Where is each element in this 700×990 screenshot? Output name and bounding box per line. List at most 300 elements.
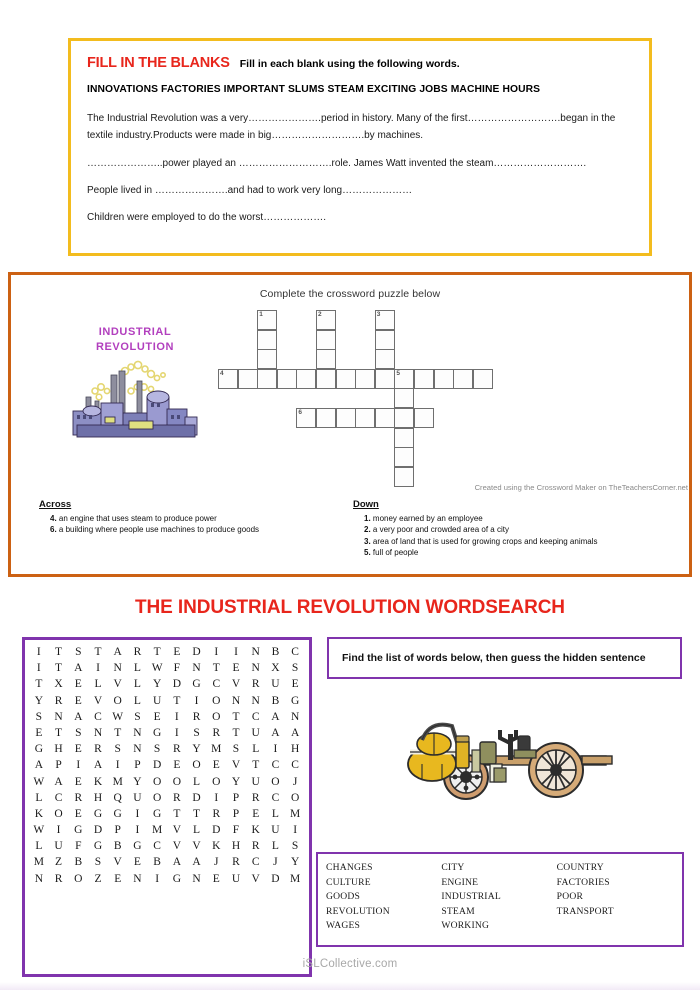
wordsearch-letter[interactable]: R xyxy=(54,694,63,707)
wordsearch-letter[interactable]: C xyxy=(153,840,161,853)
wordsearch-letter[interactable]: R xyxy=(173,791,181,804)
wordsearch-letter[interactable]: A xyxy=(113,646,122,658)
wordsearch-letter[interactable]: M xyxy=(211,743,222,756)
wordsearch-letter[interactable]: I xyxy=(115,759,120,772)
wordsearch-instruction-box xyxy=(327,637,682,679)
crossword-cell[interactable] xyxy=(355,408,375,428)
wordsearch-letter[interactable]: D xyxy=(271,872,280,885)
wordsearch-word: WORKING xyxy=(441,920,490,932)
wordsearch-letter[interactable]: Y xyxy=(152,678,162,691)
wordsearch-letter[interactable]: A xyxy=(74,710,83,723)
wordsearch-letter[interactable]: T xyxy=(232,726,240,739)
wordsearch-letter[interactable]: F xyxy=(75,840,82,853)
crossword-instruction: Complete the crossword puzzle below xyxy=(259,288,441,300)
wordsearch-letter[interactable]: S xyxy=(291,662,299,675)
wordsearch-letter[interactable]: E xyxy=(114,872,122,885)
factory-illustration xyxy=(59,325,211,447)
wordsearch-letter[interactable]: L xyxy=(35,791,43,804)
wordsearch-letter[interactable]: A xyxy=(54,775,63,788)
wordsearch-letter[interactable]: S xyxy=(114,743,121,756)
wordsearch-letter[interactable]: R xyxy=(251,678,260,691)
wordsearch-letter[interactable]: I xyxy=(56,824,61,837)
wordsearch-letter[interactable]: O xyxy=(212,710,221,723)
wordsearch-instruction: Find the list of words below, then guess the hidden sentence xyxy=(342,652,646,664)
crossword-cell[interactable] xyxy=(336,408,356,428)
wordsearch-letter[interactable]: E xyxy=(74,678,82,691)
footer-watermark: iSLCollective.com xyxy=(302,958,398,970)
wordsearch-letter[interactable]: M xyxy=(290,807,301,820)
crossword-cell-number: 3 xyxy=(376,311,381,318)
wordsearch-letter[interactable]: D xyxy=(212,824,221,837)
wordsearch-letter[interactable]: I xyxy=(36,646,41,658)
wordsearch-letter[interactable]: I xyxy=(194,694,199,707)
wordsearch-letter[interactable]: N xyxy=(34,872,43,885)
wordsearch-letter[interactable]: T xyxy=(173,694,181,707)
wordsearch-letter[interactable]: E xyxy=(173,759,181,772)
wordsearch-letter[interactable]: K xyxy=(93,775,103,788)
wordsearch-letter[interactable]: Y xyxy=(231,775,241,788)
crossword-section xyxy=(8,272,692,577)
wordsearch-letter[interactable]: S xyxy=(153,743,161,756)
wordsearch-letter[interactable]: O xyxy=(212,694,221,707)
wordsearch-word: POOR xyxy=(556,891,584,903)
wordsearch-letter[interactable]: T xyxy=(55,662,63,675)
factory-caption-line2: REVOLUTION xyxy=(95,341,175,353)
wordsearch-letter[interactable]: E xyxy=(173,646,181,658)
wordsearch-letter[interactable]: R xyxy=(212,807,221,820)
wordsearch-letter[interactable]: G xyxy=(74,824,83,837)
wordsearch-letter[interactable]: G xyxy=(93,807,103,820)
wordsearch-letter[interactable]: V xyxy=(251,872,260,885)
wordsearch-letter[interactable]: I xyxy=(135,824,140,837)
wordsearch-letter[interactable]: N xyxy=(133,872,142,885)
wordsearch-letter[interactable]: P xyxy=(232,807,240,820)
clue-text: an engine that uses steam to produce power xyxy=(58,513,217,523)
wordsearch-letter[interactable]: K xyxy=(212,840,221,853)
wordsearch-letter[interactable]: V xyxy=(172,824,181,837)
wordsearch-letter[interactable]: Y xyxy=(290,856,300,869)
wordsearch-letter[interactable]: W xyxy=(33,824,45,837)
wordsearch-grid-box[interactable] xyxy=(22,637,312,977)
wordsearch-letter[interactable]: S xyxy=(134,710,141,723)
wordsearch-letter[interactable]: P xyxy=(114,824,121,837)
wordsearch-letter[interactable]: R xyxy=(232,856,240,869)
wordsearch-letter[interactable]: R xyxy=(212,726,221,739)
across-heading: Across xyxy=(39,499,72,510)
steam-wagon-illustration xyxy=(404,712,626,812)
wordsearch-letter[interactable]: T xyxy=(114,726,122,739)
wordsearch-letter[interactable]: H xyxy=(93,791,103,804)
crossword-cell[interactable] xyxy=(414,369,434,389)
wordsearch-letter[interactable]: G xyxy=(290,694,300,707)
wordsearch-letter[interactable]: D xyxy=(152,759,162,772)
wordsearch-letter[interactable]: V xyxy=(231,759,241,772)
crossword-grid[interactable] xyxy=(218,310,518,485)
wordsearch-letter[interactable]: N xyxy=(231,694,241,707)
crossword-cell[interactable] xyxy=(394,428,414,448)
crossword-cell[interactable] xyxy=(355,369,375,389)
crossword-credit: Created using the Crossword Maker on TheTeachersCorner.net xyxy=(474,483,688,492)
wordsearch-letter[interactable]: C xyxy=(54,791,63,804)
wordsearch-letter[interactable]: N xyxy=(192,662,201,675)
wordsearch-letter[interactable]: L xyxy=(94,678,102,691)
wordsearch-letter[interactable]: V xyxy=(192,840,201,853)
wordsearch-letter[interactable]: E xyxy=(291,678,299,691)
down-clues xyxy=(353,499,683,559)
crossword-cell-5[interactable] xyxy=(394,369,414,389)
wordsearch-letter[interactable]: L xyxy=(193,775,201,788)
clue-text: full of people xyxy=(372,548,419,557)
wordsearch-letter[interactable]: Z xyxy=(55,856,63,869)
wordsearch-letter[interactable]: N xyxy=(133,743,142,756)
word-column-2 xyxy=(441,861,556,945)
wordsearch-word: INDUSTRIAL xyxy=(441,891,501,903)
crossword-cell[interactable] xyxy=(238,369,258,389)
clue-text: a very poor and crowded area of a city xyxy=(372,525,509,534)
crossword-cell-1[interactable] xyxy=(257,310,277,330)
wordsearch-letter[interactable]: T xyxy=(193,807,201,820)
wordsearch-title: THE INDUSTRIAL REVOLUTION WORDSEARCH xyxy=(135,597,565,618)
wordsearch-letter[interactable]: T xyxy=(153,646,161,658)
wordsearch-letter[interactable]: L xyxy=(193,824,201,837)
wordsearch-letter[interactable]: A xyxy=(172,856,181,869)
wordsearch-letter[interactable]: I xyxy=(293,824,298,837)
wordsearch-letter[interactable]: B xyxy=(153,856,161,869)
crossword-cell[interactable] xyxy=(434,369,454,389)
crossword-cell[interactable] xyxy=(257,330,277,350)
crossword-cell[interactable] xyxy=(257,349,277,369)
wordsearch-letter[interactable]: L xyxy=(271,807,279,820)
wordsearch-letter[interactable]: A xyxy=(192,856,201,869)
crossword-cell-4[interactable] xyxy=(218,369,238,389)
wordsearch-letter[interactable]: U xyxy=(152,694,162,707)
crossword-cell[interactable] xyxy=(316,330,336,350)
wordsearch-letter[interactable]: M xyxy=(112,775,123,788)
across-clue-4 xyxy=(39,513,339,525)
wordsearch-letter[interactable]: D xyxy=(93,824,103,837)
wordsearch-letter[interactable]: V xyxy=(172,840,181,853)
wordsearch-letter[interactable]: I xyxy=(174,710,179,723)
wordsearch-letter[interactable]: P xyxy=(232,791,240,804)
wordsearch-letter[interactable]: G xyxy=(152,726,162,739)
wordsearch-letter[interactable]: R xyxy=(54,872,63,885)
wordsearch-letter[interactable]: O xyxy=(113,694,122,707)
crossword-cell[interactable] xyxy=(336,369,356,389)
wordsearch-letter[interactable]: B xyxy=(74,856,83,869)
factory-illustration-caption xyxy=(59,325,211,355)
wordsearch-letter[interactable]: M xyxy=(152,824,163,837)
wordsearch-letter[interactable]: H xyxy=(54,743,63,756)
wordsearch-letter[interactable]: X xyxy=(54,678,63,691)
wordsearch-letter[interactable]: G xyxy=(152,807,162,820)
wordsearch-letter[interactable]: E xyxy=(133,856,141,869)
wordsearch-letter[interactable]: T xyxy=(173,807,181,820)
wordsearch-letter[interactable]: S xyxy=(291,840,299,853)
wordsearch-letter[interactable]: T xyxy=(252,759,260,772)
wordsearch-letter[interactable]: A xyxy=(34,759,43,772)
wordsearch-letter[interactable]: T xyxy=(55,726,63,739)
wordsearch-letter[interactable]: O xyxy=(54,807,63,820)
wordsearch-letter[interactable]: E xyxy=(74,807,82,820)
wordsearch-letter[interactable]: I xyxy=(155,872,160,885)
wordsearch-letter[interactable]: E xyxy=(212,872,220,885)
wordsearch-letter[interactable]: U xyxy=(271,678,280,691)
wordsearch-letter[interactable]: R xyxy=(251,791,260,804)
wordsearch-letter[interactable]: N xyxy=(251,662,260,675)
wordsearch-letter[interactable]: I xyxy=(214,791,219,804)
crossword-cell-number: 6 xyxy=(298,409,303,416)
wordsearch-letter[interactable]: O xyxy=(74,872,83,885)
crossword-cell[interactable] xyxy=(473,369,493,389)
wordsearch-letter[interactable]: C xyxy=(251,856,260,869)
wordsearch-letter[interactable]: T xyxy=(35,678,43,691)
wordsearch-letter[interactable]: O xyxy=(271,775,280,788)
wordsearch-letter[interactable]: R xyxy=(133,646,142,658)
wordsearch-letter[interactable]: O xyxy=(152,791,162,804)
clue-number: 1. xyxy=(364,513,373,523)
wordsearch-letter[interactable]: A xyxy=(93,759,103,772)
wordsearch-word: TRANSPORT xyxy=(556,905,614,917)
fill-paragraph-4: Children were employed to do the worst………………. xyxy=(87,212,326,223)
clue-number: 2. xyxy=(364,525,373,534)
wordsearch-letter[interactable]: I xyxy=(234,646,238,658)
wordsearch-word: ENGINE xyxy=(441,876,479,888)
wordsearch-letter[interactable]: I xyxy=(36,662,41,675)
wordsearch-letter[interactable]: I xyxy=(96,662,100,675)
wordsearch-letter[interactable]: L xyxy=(35,840,43,853)
wordsearch-letter[interactable]: E xyxy=(74,775,82,788)
wordsearch-letter[interactable]: V xyxy=(113,678,122,691)
crossword-cell-6[interactable] xyxy=(296,408,316,428)
fill-paragraph-2: …………………..power played an ……………………….role. James Watt invented the steam………………………. xyxy=(87,158,587,169)
wordsearch-letter[interactable]: N xyxy=(192,872,201,885)
wordsearch-letter[interactable]: C xyxy=(271,791,280,804)
wordsearch-letter[interactable]: N xyxy=(113,662,122,675)
wordsearch-letter[interactable]: L xyxy=(133,662,141,675)
wordsearch-letter[interactable]: G xyxy=(172,872,181,885)
wordsearch-letter[interactable]: B xyxy=(113,840,122,853)
wordsearch-letter[interactable]: S xyxy=(35,710,43,723)
wordsearch-letter[interactable]: G xyxy=(192,678,201,691)
wordsearch-letter[interactable]: U xyxy=(271,824,280,837)
crossword-cell[interactable] xyxy=(394,388,414,408)
word-bank: INNOVATIONS FACTORIES IMPORTANT SLUMS STEAM EXCITING JOBS MACHINE HOURS xyxy=(87,84,541,95)
wordsearch-letter[interactable]: H xyxy=(290,743,300,756)
wordsearch-letter[interactable]: M xyxy=(33,856,44,869)
wordsearch-letter[interactable]: R xyxy=(251,840,260,853)
wordsearch-letter[interactable]: L xyxy=(252,743,260,756)
crossword-cell[interactable] xyxy=(277,369,297,389)
wordsearch-letter[interactable]: U xyxy=(133,791,142,804)
wordsearch-letter[interactable]: D xyxy=(192,791,201,804)
wordsearch-letter[interactable]: R xyxy=(173,743,181,756)
wordsearch-word: REVOLUTION xyxy=(326,905,390,917)
wordsearch-letter[interactable]: I xyxy=(214,646,219,658)
across-clue-list xyxy=(39,513,339,536)
wordsearch-word: CITY xyxy=(441,862,465,873)
wordsearch-letter[interactable]: I xyxy=(76,759,81,772)
wordsearch-letter[interactable]: U xyxy=(54,840,63,853)
fill-paragraph-1: The Industrial Revolution was a very………………….period in history. Many of the first……………………….began in the textile industry.Products were made in big……………………….by machines. xyxy=(87,113,616,141)
down-clue-3 xyxy=(353,536,683,548)
wordsearch-letter[interactable]: O xyxy=(172,775,181,788)
wordsearch-letter[interactable]: N xyxy=(290,710,300,723)
fill-in-the-blanks-subtitle: Fill in each blank using the following words. xyxy=(239,58,460,70)
down-clue-1 xyxy=(353,513,683,525)
wordsearch-letter[interactable]: O xyxy=(212,775,221,788)
wordsearch-letter[interactable]: U xyxy=(231,872,241,885)
factory-caption-line1: INDUSTRIAL xyxy=(98,326,172,338)
crossword-cell[interactable] xyxy=(453,369,473,389)
wordsearch-letter[interactable]: E xyxy=(74,694,82,707)
wordsearch-letter[interactable]: T xyxy=(232,710,240,723)
clue-number: 5. xyxy=(364,548,373,557)
steam-wagon-svg xyxy=(404,712,626,812)
wordsearch-letter[interactable]: E xyxy=(74,743,82,756)
wordsearch-letter[interactable]: T xyxy=(94,646,102,658)
wordsearch-letter[interactable]: U xyxy=(251,775,260,788)
wordsearch-word: COUNTRY xyxy=(556,862,604,873)
crossword-cell[interactable] xyxy=(296,369,316,389)
wordsearch-letter[interactable]: K xyxy=(34,807,43,820)
wordsearch-letter[interactable]: C xyxy=(212,678,221,691)
wordsearch-letter[interactable]: A xyxy=(290,726,300,739)
wordsearch-letter[interactable]: N xyxy=(54,710,63,723)
crossword-cell[interactable] xyxy=(316,349,336,369)
wordsearch-letter[interactable]: N xyxy=(133,726,142,739)
crossword-cell[interactable] xyxy=(257,369,277,389)
wordsearch-letter[interactable]: P xyxy=(134,759,141,772)
wordsearch-letter[interactable]: W xyxy=(112,710,124,723)
wordsearch-word-list xyxy=(316,852,684,947)
down-clue-list xyxy=(353,513,683,559)
wordsearch-letter[interactable]: O xyxy=(192,759,201,772)
wordsearch-letter[interactable]: G xyxy=(34,743,43,756)
wordsearch-letter[interactable]: L xyxy=(133,694,141,707)
wordsearch-letter[interactable]: H xyxy=(231,840,241,853)
wordsearch-letter[interactable]: T xyxy=(212,662,220,675)
wordsearch-letter[interactable]: G xyxy=(133,840,142,853)
wordsearch-letter[interactable]: E xyxy=(153,710,161,723)
wordsearch-letter[interactable]: G xyxy=(93,840,103,853)
wordsearch-letter[interactable]: X xyxy=(271,662,280,675)
wordsearch-letter[interactable]: N xyxy=(93,726,103,739)
clue-text: money earned by an employee xyxy=(372,513,483,523)
crossword-cell[interactable] xyxy=(414,408,434,428)
wordsearch-letter[interactable]: L xyxy=(271,840,279,853)
crossword-cell[interactable] xyxy=(394,447,414,467)
wordsearch-letter[interactable]: C xyxy=(94,710,102,723)
wordsearch-letter[interactable]: P xyxy=(55,759,62,772)
wordsearch-letter[interactable]: S xyxy=(232,743,240,756)
wordsearch-letter[interactable]: R xyxy=(74,791,83,804)
wordsearch-letter[interactable]: E xyxy=(35,726,43,739)
wordsearch-letter[interactable]: V xyxy=(93,694,103,707)
word-column-1 xyxy=(326,861,441,945)
wordsearch-letter[interactable]: T xyxy=(55,646,63,658)
wordsearch-letter[interactable]: S xyxy=(94,856,102,869)
wordsearch-letter[interactable]: C xyxy=(291,759,299,772)
wordsearch-word: GOODS xyxy=(326,891,361,903)
fill-in-the-blanks-header xyxy=(87,55,633,71)
crossword-cell[interactable] xyxy=(316,369,336,389)
wordsearch-letter[interactable]: K xyxy=(251,824,260,837)
wordsearch-letter[interactable]: B xyxy=(271,694,280,707)
wordsearch-letter[interactable]: M xyxy=(290,872,301,885)
wordsearch-letter[interactable]: A xyxy=(74,662,83,675)
fill-in-the-blanks-title: FILL IN THE BLANKS xyxy=(87,55,230,71)
wordsearch-letter[interactable]: G xyxy=(113,807,122,820)
crossword-cell[interactable] xyxy=(375,330,395,350)
wordsearch-letter[interactable]: R xyxy=(192,710,201,723)
wordsearch-letter[interactable]: Y xyxy=(34,694,43,707)
across-clues xyxy=(39,499,339,536)
wordsearch-letter[interactable]: I xyxy=(273,743,278,756)
crossword-cell[interactable] xyxy=(375,408,395,428)
wordsearch-letter[interactable]: D xyxy=(172,678,181,691)
wordsearch-letter[interactable]: C xyxy=(271,759,280,772)
wordsearch-letter[interactable]: I xyxy=(135,807,140,820)
down-clue-2 xyxy=(353,524,683,536)
wordsearch-letter[interactable]: V xyxy=(231,678,241,691)
wordsearch-letter[interactable]: V xyxy=(113,856,122,869)
wordsearch-letter[interactable]: F xyxy=(173,662,181,675)
wordsearch-letter[interactable]: Z xyxy=(94,872,102,885)
wordsearch-letter[interactable]: E xyxy=(212,759,220,772)
crossword-cell-2[interactable] xyxy=(316,310,336,330)
crossword-cell[interactable] xyxy=(394,408,414,428)
wordsearch-letter[interactable]: F xyxy=(232,824,240,837)
wordsearch-letter[interactable]: N xyxy=(251,694,260,707)
wordsearch-letter[interactable]: U xyxy=(251,726,260,739)
wordsearch-letter[interactable]: S xyxy=(75,726,82,739)
wordsearch-letter[interactable]: B xyxy=(271,646,280,658)
wordsearch-letter[interactable]: R xyxy=(94,743,102,756)
clue-number: 3. xyxy=(364,536,373,546)
wordsearch-letter[interactable]: Q xyxy=(113,791,122,804)
wordsearch-letter[interactable]: A xyxy=(271,710,280,723)
wordsearch-word: CHANGES xyxy=(326,862,373,873)
wordsearch-letter[interactable]: E xyxy=(252,807,260,820)
wordsearch-letter[interactable]: N xyxy=(251,646,260,658)
wordsearch-letter[interactable]: D xyxy=(192,646,201,658)
wordsearch-letter[interactable]: O xyxy=(290,791,300,804)
down-heading: Down xyxy=(353,499,379,510)
crossword-cell[interactable] xyxy=(375,369,395,389)
wordsearch-letter[interactable]: W xyxy=(151,662,163,675)
wordsearch-letter[interactable]: S xyxy=(193,726,200,739)
crossword-cell[interactable] xyxy=(316,408,336,428)
wordsearch-letter[interactable]: Y xyxy=(192,743,201,756)
wordsearch-grid[interactable] xyxy=(29,646,305,885)
wordsearch-letter[interactable]: S xyxy=(75,646,82,658)
crossword-cell[interactable] xyxy=(375,349,395,369)
wordsearch-letter[interactable]: A xyxy=(271,726,280,739)
wordsearch-letter[interactable]: O xyxy=(152,775,162,788)
wordsearch-letter[interactable]: J xyxy=(214,856,219,869)
crossword-cell-3[interactable] xyxy=(375,310,395,330)
wordsearch-letter[interactable]: W xyxy=(33,775,45,788)
wordsearch-letter[interactable]: I xyxy=(174,726,179,739)
wordsearch-letter[interactable]: L xyxy=(133,678,141,691)
wordsearch-letter[interactable]: E xyxy=(232,662,240,675)
wordsearch-letter[interactable]: Y xyxy=(133,775,142,788)
wordsearch-letter[interactable]: J xyxy=(292,775,298,788)
crossword-cell-number: 5 xyxy=(396,369,401,377)
wordsearch-letter[interactable]: C xyxy=(251,710,260,723)
wordsearch-letter[interactable]: C xyxy=(291,646,299,658)
wordsearch-letter[interactable]: J xyxy=(273,856,278,869)
